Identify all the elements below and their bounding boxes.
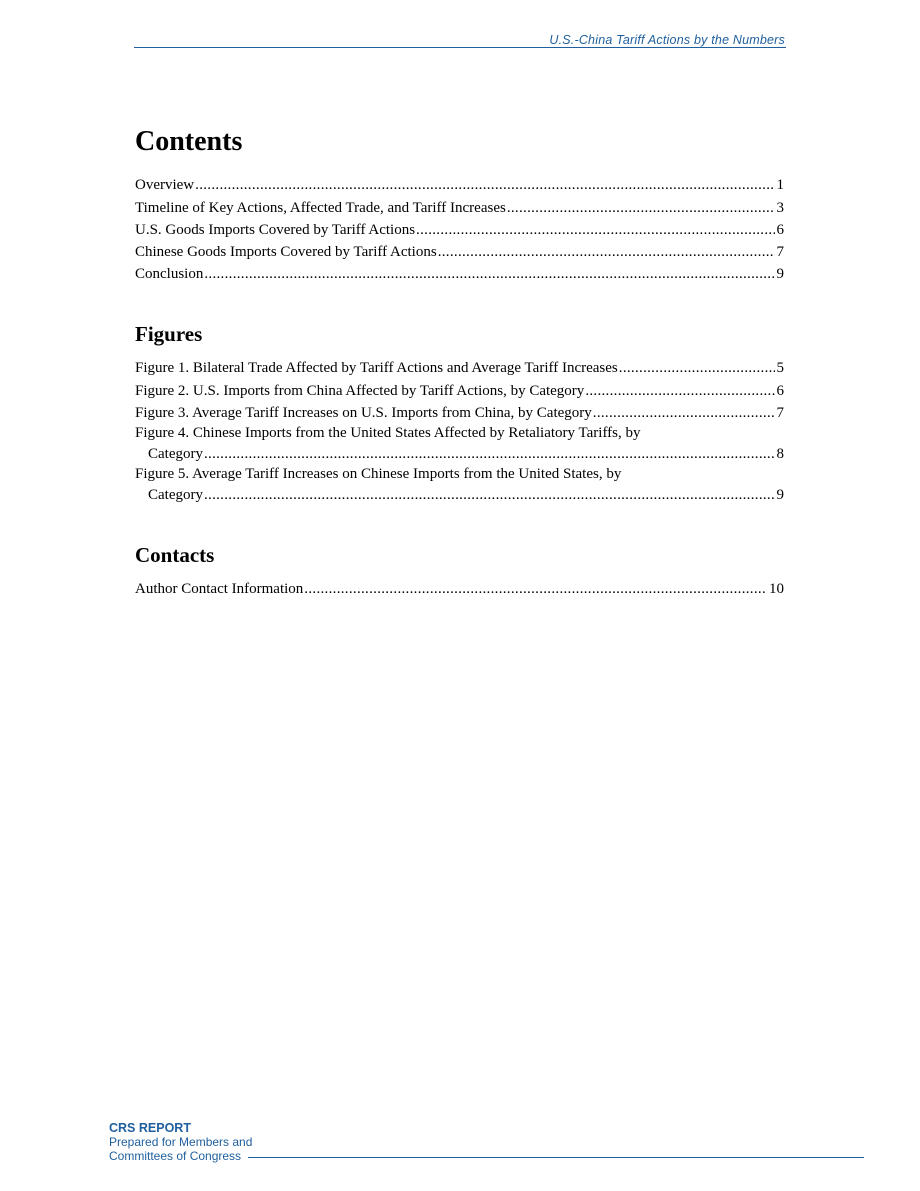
dot-leader — [304, 579, 767, 599]
toc-entry-page: 6 — [776, 221, 784, 238]
toc-entry-timeline[interactable] — [135, 195, 784, 217]
toc-entry-page: 7 — [776, 404, 784, 421]
toc-entry-title: Figure 5. Average Tariff Increases on Chinese Imports from the United States, by — [135, 465, 622, 482]
contents-heading: Contents — [135, 126, 243, 157]
dot-leader — [416, 220, 774, 240]
toc-entry-us-imports[interactable] — [135, 218, 784, 240]
dot-leader — [204, 444, 775, 464]
toc-entry-title: Figure 4. Chinese Imports from the United States Affected by Retaliatory Tariffs, by — [135, 424, 641, 441]
toc-entry-figure-1[interactable] — [135, 356, 784, 378]
toc-entry-page: 8 — [776, 445, 784, 462]
dot-leader — [195, 175, 774, 195]
toc-entry-page: 6 — [776, 382, 784, 399]
toc-entry-title: U.S. Goods Imports Covered by Tariff Actions — [135, 221, 416, 238]
toc-entry-page: 7 — [776, 244, 784, 261]
footer-prepared-for: Prepared for Members and — [109, 1135, 253, 1149]
crs-report-brand — [109, 1121, 252, 1163]
toc-entry-chinese-imports[interactable] — [135, 240, 784, 262]
toc-entry-conclusion[interactable] — [135, 262, 784, 284]
dot-leader — [593, 403, 775, 423]
dot-leader — [619, 358, 775, 378]
toc-entry-page: 1 — [776, 177, 784, 194]
toc-entry-continuation — [135, 443, 784, 464]
toc-entry-page: 9 — [776, 266, 784, 283]
toc-entry-title: Conclusion — [135, 266, 204, 283]
footer-committees: Committees of Congress — [109, 1149, 242, 1163]
toc-entry-page: 9 — [776, 486, 784, 503]
toc-entry-title: Figure 3. Average Tariff Increases on U.S. Imports from China, by Category — [135, 404, 592, 421]
dot-leader — [585, 381, 774, 401]
dot-leader — [204, 264, 774, 284]
toc-entry-title-cont: Category — [148, 445, 203, 462]
toc-entry-title: Figure 1. Bilateral Trade Affected by Tariff Actions and Average Tariff Increases — [135, 360, 618, 377]
toc-entry-page: 3 — [776, 199, 784, 216]
toc-entry-page: 10 — [769, 581, 784, 598]
contents-list — [135, 173, 784, 284]
contacts-heading: Contacts — [135, 543, 215, 567]
toc-entry-figure-2[interactable] — [135, 378, 784, 400]
toc-entry-figure-5[interactable] — [135, 464, 784, 505]
toc-entry-figure-3[interactable] — [135, 401, 784, 423]
footer-crs-report: CRS REPORT — [109, 1121, 191, 1135]
toc-entry-figure-4[interactable] — [135, 423, 784, 464]
toc-entry-title: Overview — [135, 177, 195, 194]
toc-entry-overview[interactable] — [135, 173, 784, 195]
toc-entry-title: Figure 2. U.S. Imports from China Affected by Tariff Actions, by Category — [135, 382, 585, 399]
toc-entry-title: Chinese Goods Imports Covered by Tariff Actions — [135, 244, 437, 261]
toc-entry-title: Author Contact Information — [135, 581, 304, 598]
toc-entry-author-contact[interactable] — [135, 577, 784, 599]
running-header — [134, 31, 786, 48]
figures-heading: Figures — [135, 322, 203, 346]
toc-entry-page: 5 — [776, 360, 784, 377]
dot-leader — [438, 242, 775, 262]
dot-leader — [507, 198, 775, 218]
contacts-list — [135, 577, 784, 599]
figures-list — [135, 356, 784, 505]
toc-entry-continuation — [135, 484, 784, 505]
toc-entry-title-cont: Category — [148, 486, 203, 503]
toc-entry-title: Timeline of Key Actions, Affected Trade, and Tariff Increases — [135, 199, 506, 216]
running-header-title: U.S.-China Tariff Actions by the Numbers — [549, 33, 785, 47]
dot-leader — [204, 485, 775, 505]
footer-rule — [248, 1157, 864, 1158]
